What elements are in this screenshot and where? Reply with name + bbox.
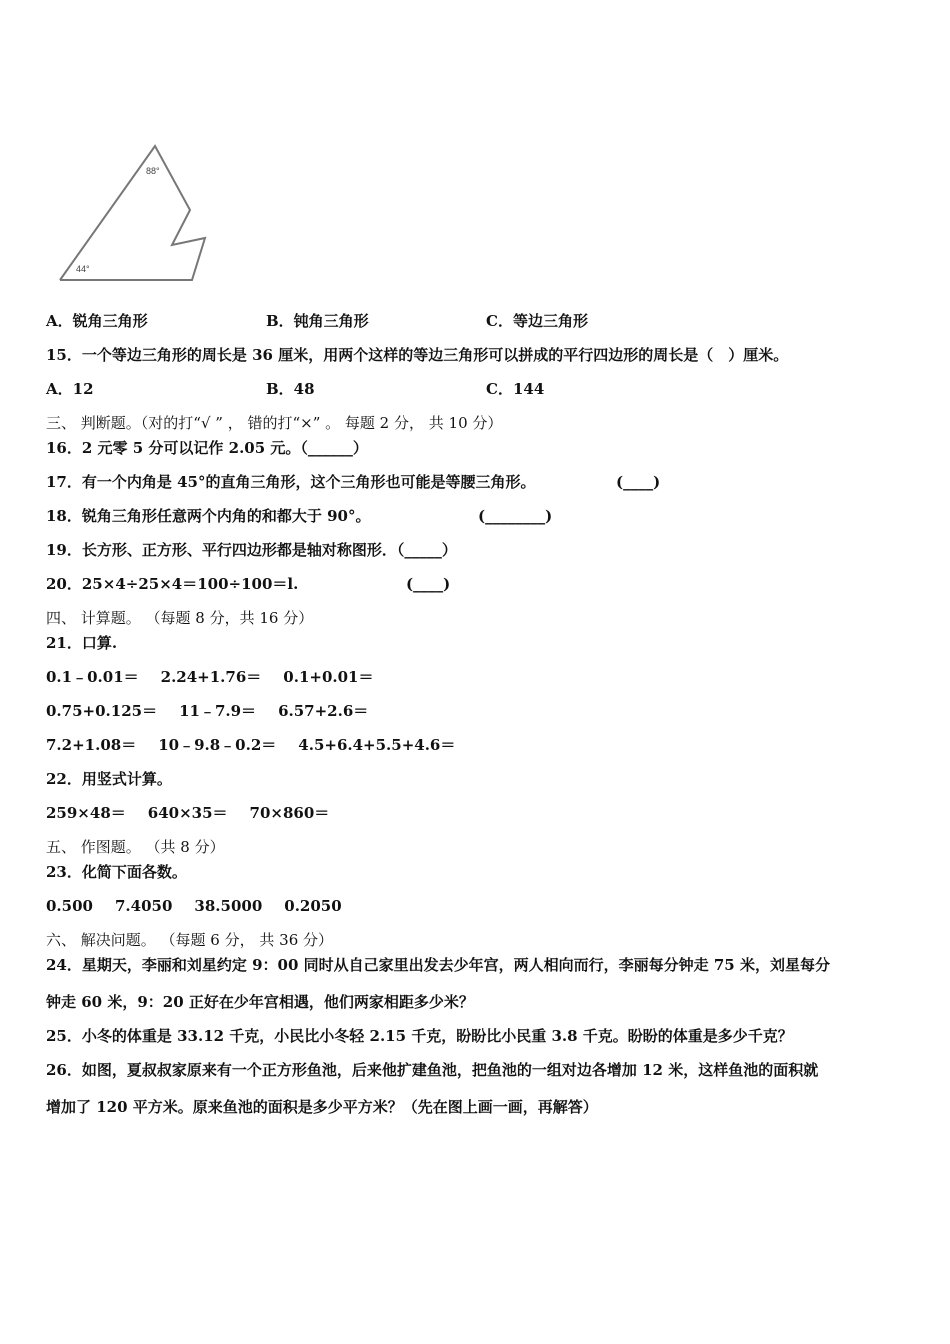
figure-outline xyxy=(60,146,205,280)
q23-item: 0.500 xyxy=(46,897,93,915)
q22-item: 70×860＝ xyxy=(249,804,330,822)
q24-line-1: 24．星期天，李丽和刘星约定 9：00 同时从自己家里出发去少年宫，两人相向而行，李丽每分钟走 75 米，刘星每分 xyxy=(46,956,830,974)
q17-text: 17．有一个内角是 45°的直角三角形，这个三角形也可能是等腰三角形。 xyxy=(46,473,536,491)
q23-row xyxy=(46,896,364,916)
q21-item: 2.24+1.76＝ xyxy=(160,668,262,686)
triangle-figure xyxy=(50,140,210,290)
q21-row-3 xyxy=(46,735,477,755)
q21-item: 0.1+0.01＝ xyxy=(283,668,374,686)
q15-option-a: A．12 xyxy=(46,380,94,398)
q21-title: 21．口算. xyxy=(46,634,118,652)
q22-item: 259×48＝ xyxy=(46,804,126,822)
q21-item: 7.2+1.08＝ xyxy=(46,736,137,754)
q23-item: 7.4050 xyxy=(114,897,173,915)
q15-option-c: C．144 xyxy=(486,380,545,398)
q26-line-1: 26．如图，夏叔叔家原来有一个正方形鱼池，后来他扩建鱼池，把鱼池的一组对边各增加 12 米，这样鱼池的面积就 xyxy=(46,1061,819,1079)
q20-text: 20．25×4÷25×4＝100÷100＝l. xyxy=(46,575,299,593)
q23-item: 38.5000 xyxy=(194,897,263,915)
q18-blank: (________) xyxy=(478,507,553,525)
q18-text: 18．锐角三角形任意两个内角的和都大于 90°。 xyxy=(46,507,371,525)
section5-heading: 五、 作图题。 （共 8 分） xyxy=(46,838,225,856)
q24-line-2: 钟走 60 米，9：20 正好在少年宫相遇，他们两家相距多少米？ xyxy=(46,993,474,1011)
q21-item: 10﹣9.8﹣0.2＝ xyxy=(158,736,277,754)
q23-item: 0.2050 xyxy=(284,897,342,915)
q21-row-1 xyxy=(46,667,395,687)
q21-item: 0.1﹣0.01＝ xyxy=(46,668,139,686)
q22-title: 22．用竖式计算。 xyxy=(46,770,172,788)
q21-item: 6.57+2.6＝ xyxy=(278,702,369,720)
q17-blank: (____) xyxy=(616,473,661,491)
q26-line-2: 增加了 120 平方米。原来鱼池的面积是多少平方米？（先在图上画一画，再解答） xyxy=(46,1098,598,1116)
q20-blank: (____) xyxy=(406,575,451,593)
q14-option-a: A．锐角三角形 xyxy=(46,312,148,330)
q14-option-c: C．等边三角形 xyxy=(486,312,588,330)
q21-item: 11﹣7.9＝ xyxy=(179,702,257,720)
q23-title: 23．化简下面各数。 xyxy=(46,863,187,881)
section4-heading: 四、 计算题。 （每题 8 分，共 16 分） xyxy=(46,609,314,627)
q22-row xyxy=(46,803,351,823)
q21-item: 4.5+6.4+5.5+4.6＝ xyxy=(298,736,456,754)
q15-option-b: B．48 xyxy=(266,380,315,398)
q19-text: 19．长方形、正方形、平行四边形都是轴对称图形．（_____） xyxy=(46,541,457,559)
q16-text: 16．2 元零 5 分可以记作 2.05 元。（______） xyxy=(46,439,368,457)
q21-row-2 xyxy=(46,701,390,721)
section6-heading: 六、 解决问题。 （每题 6 分， 共 36 分） xyxy=(46,931,334,949)
q22-item: 640×35＝ xyxy=(147,804,228,822)
angle-label-top: 88° xyxy=(146,166,160,176)
q14-option-b: B．钝角三角形 xyxy=(266,312,369,330)
q25-text: 25．小冬的体重是 33.12 千克，小民比小冬轻 2.15 千克，盼盼比小民重 3.8 千克。盼盼的体重是多少千克？ xyxy=(46,1027,793,1045)
angle-label-bottom-left: 44° xyxy=(76,264,90,274)
q21-item: 0.75+0.125＝ xyxy=(46,702,158,720)
section3-heading: 三、 判断题。（对的打“√ ” ， 错的打“×” 。 每题 2 分， 共 10 分） xyxy=(46,414,503,432)
q15-text: 15．一个等边三角形的周长是 36 厘米，用两个这样的等边三角形可以拼成的平行四边形的周长是（ ）厘米。 xyxy=(46,346,789,364)
